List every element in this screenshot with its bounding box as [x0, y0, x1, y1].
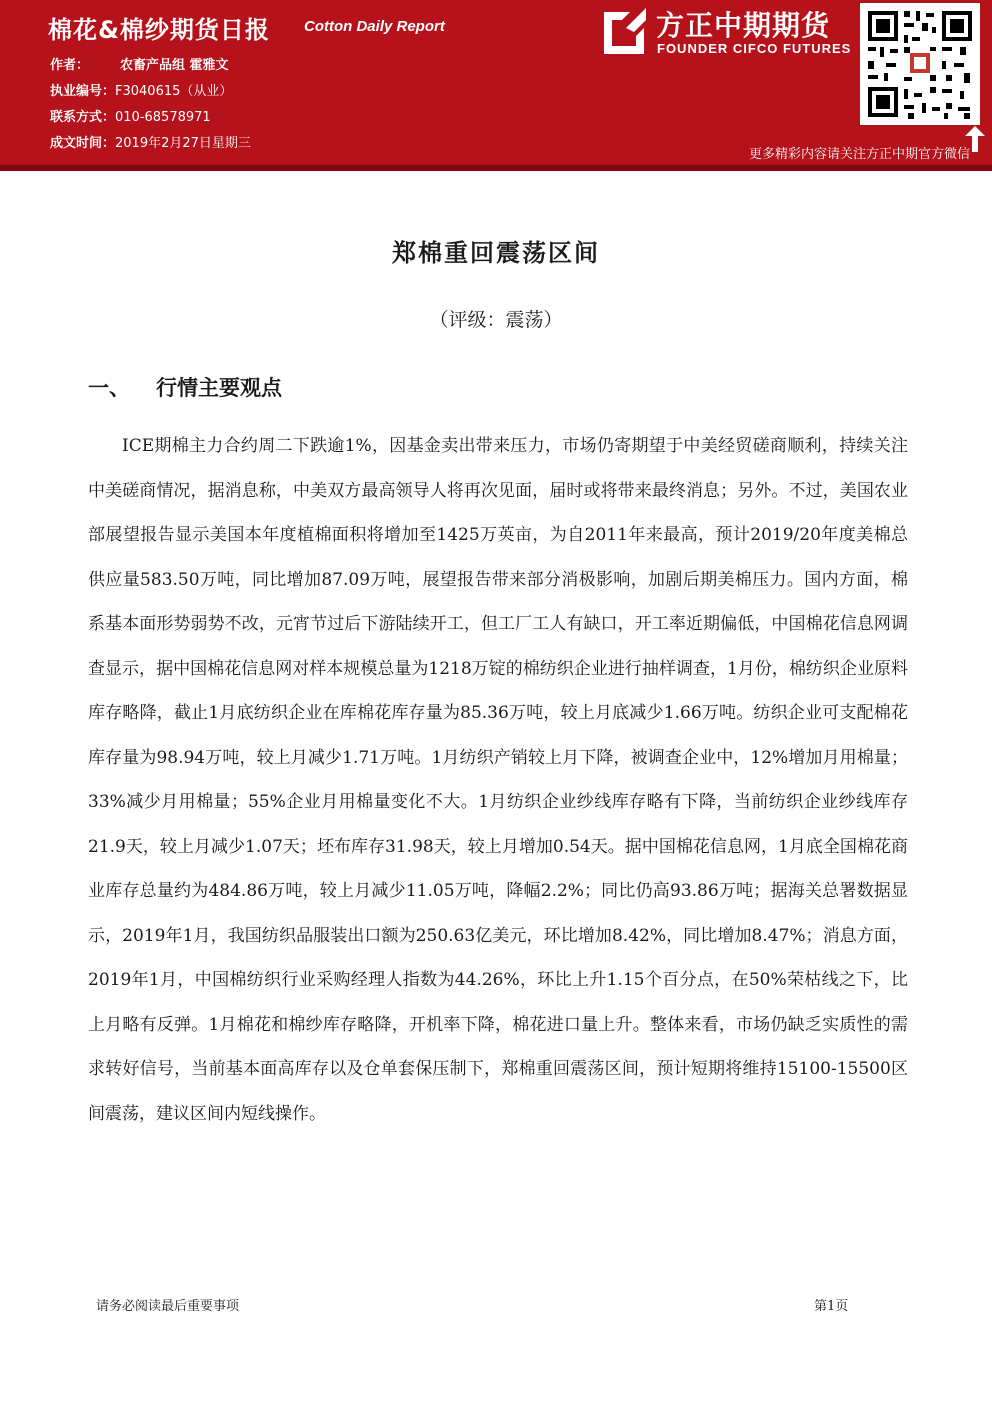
meta-author-value: 农畜产品组 霍雅文 [120, 58, 229, 73]
meta-license [50, 80, 232, 99]
section-title: 行情主要观点 [156, 375, 282, 400]
body-paragraph: ICE期棉主力合约周二下跌逾1%，因基金卖出带来压力，市场仍寄期望于中美经贸磋商顺利，持续关注中美磋商情况，据消息称，中美双方最高领导人将再次见面，届时或将带来最终消息；另外。不过，美国农业部展望报告显示美国本年度植棉面积将增加至1425万英亩，为自2011年来最高，预计2019/20年度美棉总供应量583.50万吨，同比增加87.09万吨，展望报告带来部分消极影响，加剧后期美棉压力。国内方面，棉系基本面形势弱势不改，元宵节过后下游陆续开工，但工厂工人有缺口，开工率近期偏低，中国棉花信息网调查显示，据中国棉花信息网对样本规模总量为1218万锭的棉纺织企业进行抽样调查，1月份，棉纺织企业原料库存略降，截止1月底纺织企业在库棉花库存量为85.36万吨，较上月底减少1.66万吨。纺织企业可支配棉花库存量为98.94万吨，较上月减少1.71万吨。1月纺织产销较上月下降，被调查企业中，12%增加月用棉量；33%减少月用棉量；55%企业月用棉量变化不大。1月纺织企业纱线库存略有下降，当前纺织企业纱线库存21.9天，较上月减少1.07天；坯布库存31.98天，较上月增加0.54天。据中国棉花信息网，1月底全国棉花商业库存总量约为484.86万吨，较上月减少11.05万吨，降幅2.2%；同比仍高93.86万吨；据海关总署数据显示，2019年1月，我国纺织品服装出口额为250.63亿美元，环比增加8.42%，同比增加8.47%；消息方面，2019年1月，中国棉纺织行业采购经理人指数为44.26%，环比上升1.15个百分点，在50%荣枯线之下，比上月略有反弹。1月棉花和棉纱库存略降，开机率下降，棉花进口量上升。整体来看，市场仍缺乏实质性的需求转好信号，当前基本面高库存以及仓单套保压制下，郑棉重回震荡区间，预计短期将维持15100-15500区间震荡，建议区间内短线操作。 [88, 436, 908, 1124]
section-heading [88, 372, 282, 402]
meta-contact-value: 010-68578971 [115, 110, 211, 125]
meta-contact-label: 联系方式： [50, 110, 116, 125]
qr-code-icon [860, 3, 980, 125]
meta-contact [50, 106, 211, 125]
report-name: 棉花&棉纱期货日报 [48, 16, 270, 44]
company-logo-icon [600, 6, 650, 54]
section-number: 一、 [88, 375, 130, 400]
follow-wechat-text: 更多精彩内容请关注方正中期官方微信 [748, 147, 970, 162]
header-divider [0, 165, 992, 171]
meta-license-value: F3040615（从业） [115, 84, 233, 99]
report-name-en: Cotton Daily Report [304, 18, 445, 35]
page-number: 第1页 [814, 1299, 849, 1314]
report-header [0, 0, 992, 165]
meta-author [50, 54, 229, 73]
meta-date-value: 2019年2月27日星期三 [115, 136, 251, 151]
document-title: 郑棉重回震荡区间 [392, 238, 600, 267]
meta-license-label: 执业编号： [50, 84, 116, 99]
meta-date-label: 成文时间： [50, 136, 116, 151]
company-name-en: FOUNDER CIFCO FUTURES [657, 41, 852, 56]
document-rating: （评级：震荡） [429, 309, 563, 331]
footer-notice: 请务必阅读最后重要事项 [96, 1299, 240, 1314]
meta-author-label: 作者： [50, 58, 90, 73]
meta-date [50, 132, 251, 151]
company-name-cn: 方正中期期货 [656, 9, 831, 42]
